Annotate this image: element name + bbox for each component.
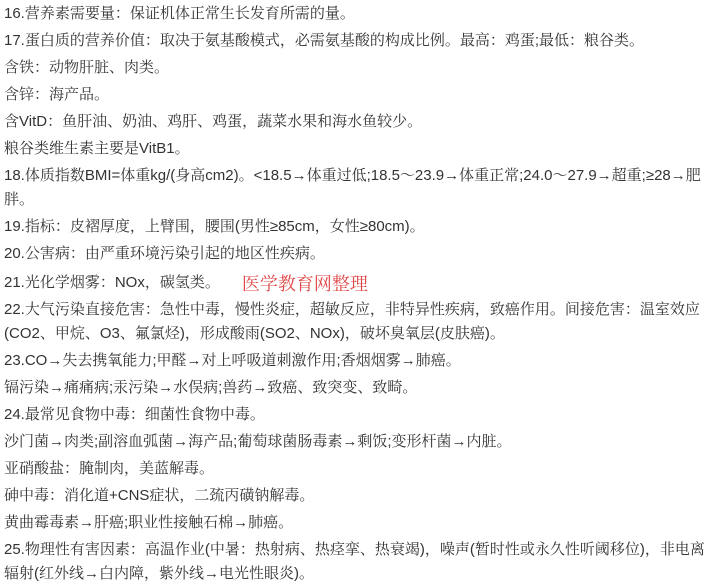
note-text: 22.大气污染直接危害：急性中毒，慢性炎症，超敏反应，非特异性疾病，致癌作用。间接危害：温室效应(CO2、甲烷、O3、氟氯烃)，形成酸雨(SO2、NOx)，破坏臭氧层(皮肤癌)。 [4,301,700,342]
note-text: 黄曲霉毒素→肝癌;职业性接触石棉→肺癌。 [4,514,294,531]
note-paragraph [4,56,713,80]
note-text: 16.营养素需要量：保证机体正常生长发育所需的量。 [4,5,355,22]
notes-list [4,2,713,586]
note-paragraph [4,484,713,508]
note-paragraph [4,457,713,481]
note-text: 20.公害病：由严重环境污染引起的地区性疾病。 [4,245,325,262]
site-watermark: 医学教育网整理 [241,274,368,294]
note-text: 亚硝酸盐：腌制肉，美蓝解毒。 [4,460,215,477]
note-text: 含锌：海产品。 [4,86,110,103]
note-paragraph [4,430,713,454]
note-paragraph [4,110,713,134]
note-text: 镉污染→痛痛病;汞污染→水俣病;兽药→致癌、致突变、致畸。 [4,379,418,396]
note-paragraph [4,511,713,535]
note-paragraph [4,242,713,266]
note-paragraph [4,2,713,26]
note-text: 18.体质指数BMI=体重kg/(身高cm2)。<18.5→体重过低;18.5～23.9→体重正常;24.0～27.9→超重;≥28→肥胖。 [4,167,701,208]
note-paragraph [4,215,713,239]
note-text: 沙门菌→肉类;副溶血弧菌→海产品;葡萄球菌肠毒素→剩饭;变形杆菌→内脏。 [4,433,512,450]
note-paragraph [4,538,713,586]
note-text: 25.物理性有害因素：高温作业(中暑：热射病、热痉挛、热衰竭)，噪声(暂时性或永久性听阈移位)，非电离辐射(红外线→白内障，紫外线→电光性眼炎)。 [4,541,705,582]
note-text: 粮谷类维生素主要是VitB1。 [4,140,190,157]
note-text: 19.指标：皮褶厚度，上臂围，腰围(男性≥85cm，女性≥80cm)。 [4,218,425,235]
note-paragraph [4,137,713,161]
note-paragraph [4,403,713,427]
note-paragraph [4,164,713,212]
note-paragraph [4,349,713,373]
note-paragraph [4,376,713,400]
note-text: 23.CO→失去携氧能力;甲醛→对上呼吸道刺激作用;香烟烟雾→肺癌。 [4,352,461,369]
note-paragraph [4,269,713,295]
note-text: 含VitD：鱼肝油、奶油、鸡肝、鸡蛋，蔬菜水果和海水鱼较少。 [4,113,423,130]
note-text: 17.蛋白质的营养价值：取决于氨基酸模式，必需氨基酸的构成比例。最高：鸡蛋;最低：粮谷类。 [4,32,645,49]
note-paragraph [4,29,713,53]
note-paragraph [4,83,713,107]
note-text: 砷中毒：消化道+CNS症状，二巯丙磺钠解毒。 [4,487,315,504]
note-text: 含铁：动物肝脏、肉类。 [4,59,170,76]
note-text: 24.最常见食物中毒：细菌性食物中毒。 [4,406,265,423]
note-paragraph [4,298,713,346]
note-text: 21.光化学烟雾：NOx，碳氢类。 [4,274,220,291]
